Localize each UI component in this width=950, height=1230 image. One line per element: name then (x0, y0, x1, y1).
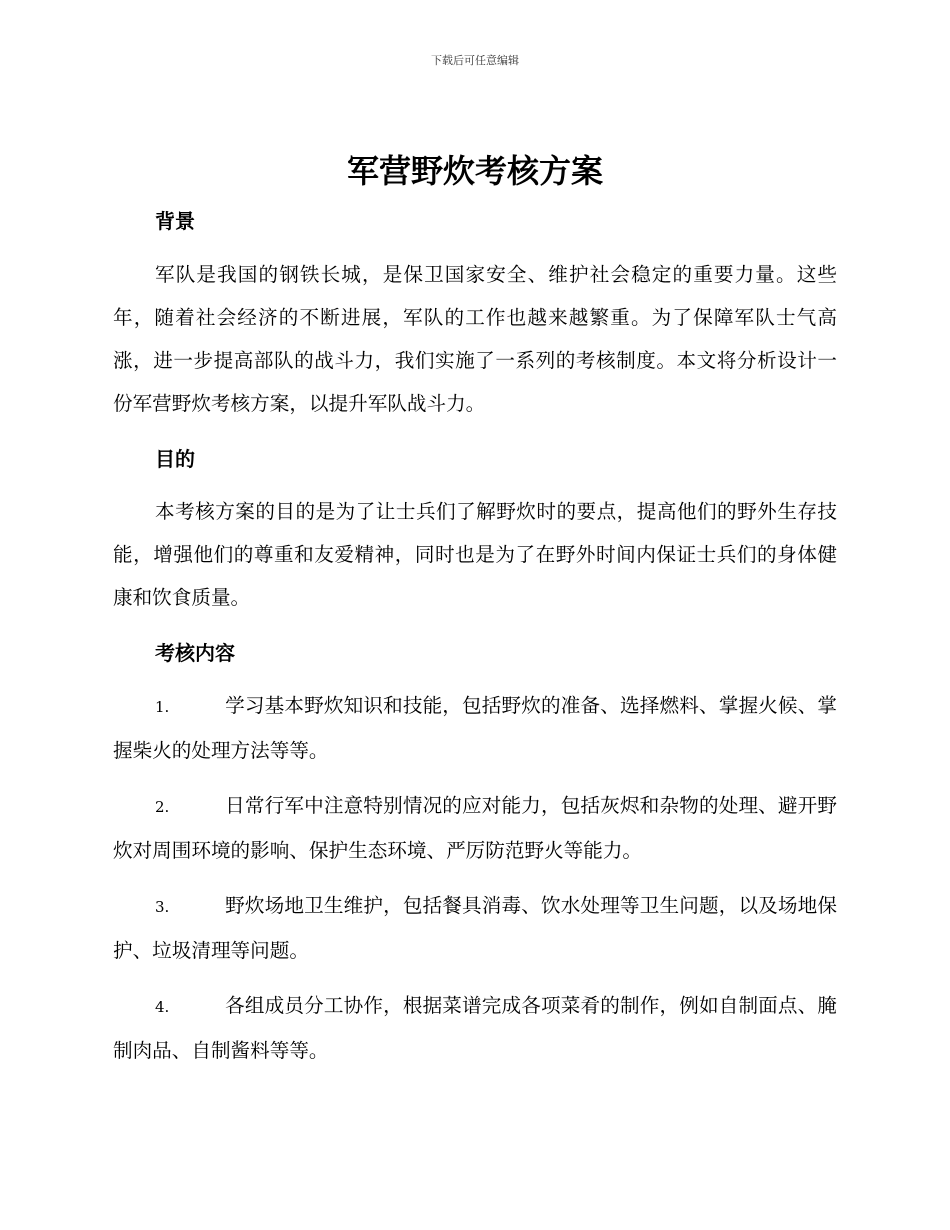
section-heading-purpose: 目的 (155, 447, 195, 471)
list-item (113, 884, 837, 972)
list-item-text: 学习基本野炊知识和技能，包括野炊的准备、选择燃料、掌握火候、掌握柴火的处理方法等等。 (113, 694, 837, 762)
list-item (113, 684, 837, 772)
list-item-text: 日常行军中注意特别情况的应对能力，包括灰烬和杂物的处理、避开野炊对周围环境的影响、保护生态环境、严厉防范野火等能力。 (113, 794, 837, 862)
list-item (113, 984, 837, 1072)
background-paragraph: 军队是我国的钢铁长城，是保卫国家安全、维护社会稳定的重要力量。这些年，随着社会经济的不断进展，军队的工作也越来越繁重。为了保障军队士气高涨，进一步提高部队的战斗力，我们实施了一系列的考核制度。本文将分析设计一份军营野炊考核方案，以提升军队战斗力。 (113, 263, 837, 415)
document-body (113, 200, 837, 1072)
list-item-text: 各组成员分工协作，根据菜谱完成各项菜肴的制作，例如自制面点、腌制肉品、自制酱料等等。 (113, 994, 837, 1062)
section-heading-background: 背景 (155, 209, 195, 233)
list-item-number: 4. (155, 998, 170, 1016)
list-item-text: 野炊场地卫生维护，包括餐具消毒、饮水处理等卫生问题，以及场地保护、垃圾清理等问题。 (113, 894, 837, 962)
purpose-paragraph: 本考核方案的目的是为了让士兵们了解野炊时的要点，提高他们的野外生存技能，增强他们的尊重和友爱精神，同时也是为了在野外时间内保证士兵们的身体健康和饮食质量。 (113, 500, 837, 609)
header-note: 下载后可任意编辑 (431, 54, 519, 67)
list-item-number: 1. (155, 698, 170, 716)
list-item-number: 2. (155, 798, 170, 816)
list-item (113, 784, 837, 872)
document-title: 军营野炊考核方案 (346, 152, 603, 190)
section-heading-assessment-content: 考核内容 (155, 641, 235, 665)
list-item-number: 3. (155, 898, 170, 916)
